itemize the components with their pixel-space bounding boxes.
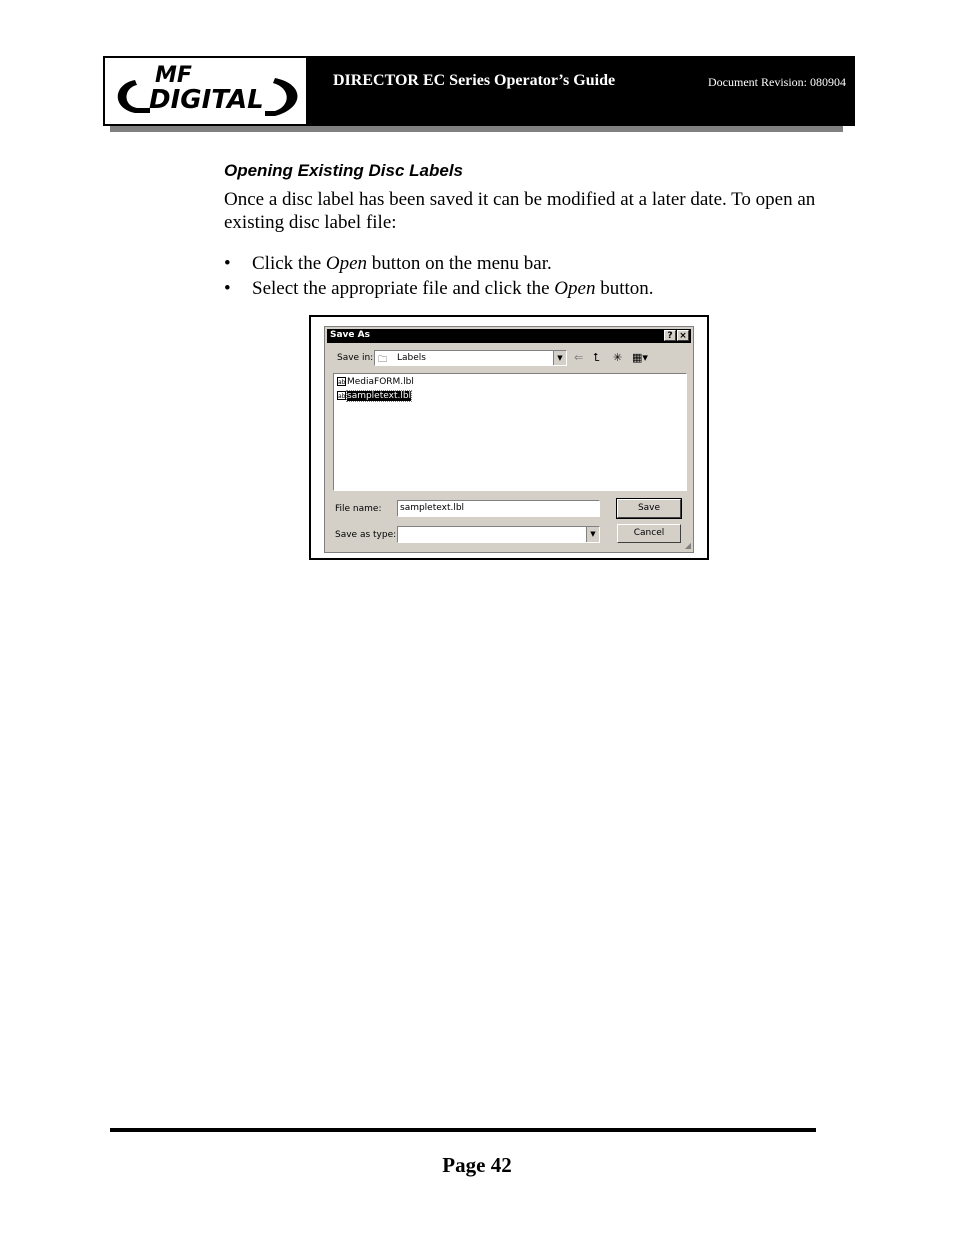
list-item[interactable] xyxy=(337,377,414,387)
save-in-value: Labels xyxy=(397,353,426,363)
bullet-text-after: button. xyxy=(595,278,654,299)
dialog-screenshot-frame xyxy=(309,315,709,560)
bullet-emphasis: Open xyxy=(554,278,596,299)
bullet-icon: • xyxy=(224,278,231,299)
view-menu-icon[interactable]: ▦▾ xyxy=(632,351,648,364)
file-icon: ab xyxy=(338,379,346,386)
file-list[interactable] xyxy=(333,373,687,491)
dialog-titlebar xyxy=(327,329,691,343)
page-number: Page 42 xyxy=(442,1153,512,1177)
document-title: DIRECTOR EC Series Operator’s Guide xyxy=(333,72,616,89)
save-as-dialog xyxy=(324,326,694,553)
file-icon: ab xyxy=(338,393,346,400)
list-item[interactable] xyxy=(337,391,411,401)
mf-digital-logo xyxy=(103,56,308,126)
page-header xyxy=(103,56,855,126)
save-button[interactable]: Save xyxy=(617,499,681,518)
back-arrow-icon[interactable]: ⇐ xyxy=(574,351,584,364)
bullet-emphasis: Open xyxy=(325,253,368,274)
bullet-text-after: button on the menu bar. xyxy=(367,253,552,274)
list-item xyxy=(224,251,654,276)
file-name-label: File name: xyxy=(335,504,382,514)
intro-paragraph: Once a disc label has been saved it can be modified at a later date. To open an existing disc label file: xyxy=(224,189,816,233)
cancel-button[interactable]: Cancel xyxy=(617,524,681,543)
bullet-text-before: Click the xyxy=(252,253,326,274)
file-name-field[interactable]: sampletext.lbl xyxy=(397,500,600,517)
new-folder-icon[interactable]: ✳ xyxy=(613,351,623,364)
save-in-label: Save in: xyxy=(337,353,374,363)
save-as-type-label: Save as type: xyxy=(335,530,397,540)
help-button[interactable]: ? xyxy=(664,330,676,341)
bullet-text-before: Select the appropriate file and click the xyxy=(252,278,555,299)
footer-divider xyxy=(110,1128,816,1132)
section-heading: Opening Existing Disc Labels xyxy=(224,161,463,180)
save-in-dropdown[interactable] xyxy=(374,350,567,366)
logo-text-top: MF xyxy=(155,63,192,88)
bullet-icon: • xyxy=(224,253,231,274)
resize-grip-icon[interactable]: ◢ xyxy=(684,541,691,550)
instruction-list xyxy=(224,251,654,301)
logo-graphic xyxy=(105,58,306,124)
file-name: sampletext.lbl xyxy=(347,391,412,401)
close-button[interactable]: × xyxy=(677,330,689,341)
chevron-down-icon[interactable]: ▼ xyxy=(553,351,566,365)
dialog-title: Save As xyxy=(330,330,370,340)
logo-text-bottom: DIGITAL xyxy=(149,85,264,115)
file-name: MediaFORM.lbl xyxy=(347,377,414,387)
list-item xyxy=(224,276,654,301)
document-revision: Document Revision: 080904 xyxy=(708,75,846,89)
chevron-down-icon[interactable]: ▼ xyxy=(586,527,599,542)
up-folder-icon[interactable]: ⮤ xyxy=(593,351,600,364)
folder-icon: 🗀 xyxy=(378,355,388,365)
save-as-type-dropdown[interactable] xyxy=(397,526,600,543)
